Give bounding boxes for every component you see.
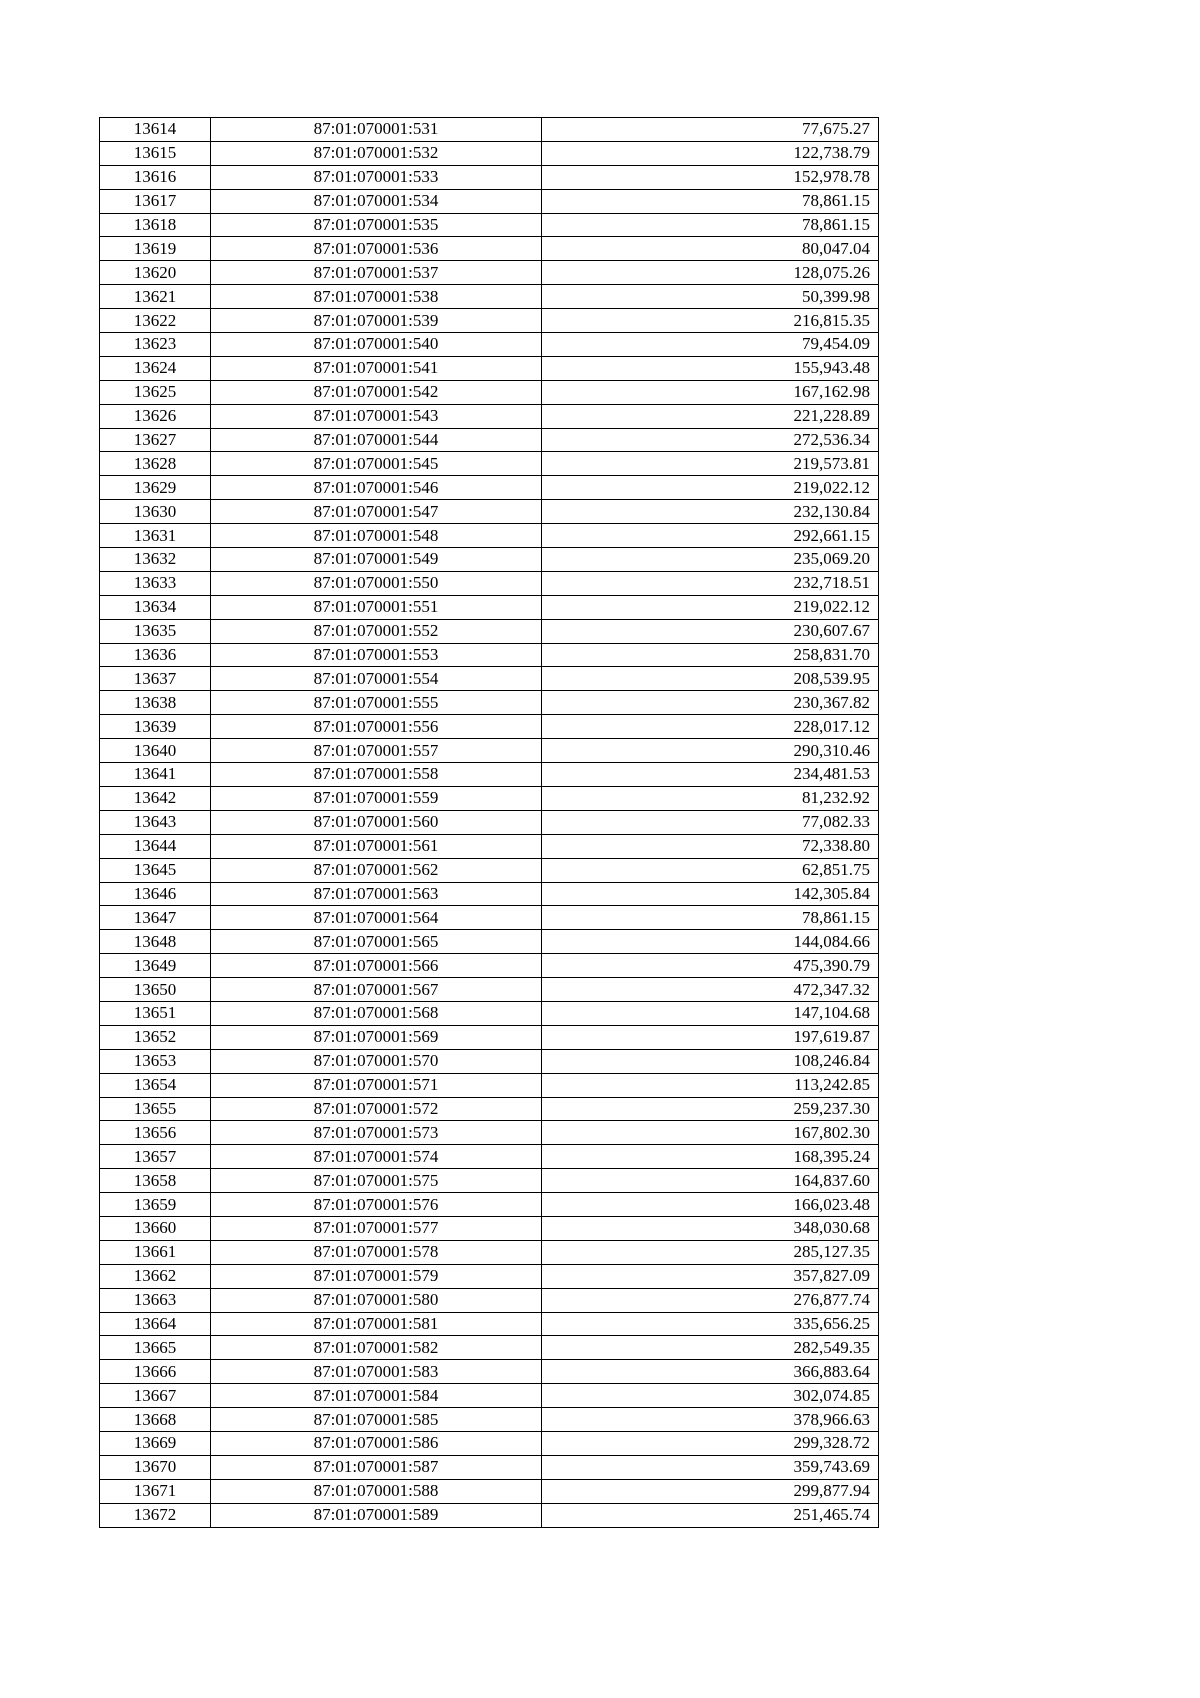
- table-row: [100, 1336, 879, 1360]
- value-cell: 78,861.15: [542, 213, 879, 237]
- value-cell: 152,978.78: [542, 165, 879, 189]
- row-number-cell: 13655: [100, 1097, 211, 1121]
- cadastral-number-cell: 87:01:070001:540: [211, 333, 542, 357]
- value-cell: 167,162.98: [542, 380, 879, 404]
- cadastral-number-cell: 87:01:070001:537: [211, 261, 542, 285]
- table-row: [100, 643, 879, 667]
- table-row: [100, 1264, 879, 1288]
- cadastral-number-cell: 87:01:070001:534: [211, 189, 542, 213]
- table-row: [100, 1121, 879, 1145]
- value-cell: 221,228.89: [542, 404, 879, 428]
- table-row: [100, 834, 879, 858]
- cadastral-number-cell: 87:01:070001:544: [211, 428, 542, 452]
- row-number-cell: 13616: [100, 165, 211, 189]
- row-number-cell: 13666: [100, 1360, 211, 1384]
- cadastral-number-cell: 87:01:070001:557: [211, 739, 542, 763]
- row-number-cell: 13662: [100, 1264, 211, 1288]
- value-cell: 357,827.09: [542, 1264, 879, 1288]
- cadastral-number-cell: 87:01:070001:578: [211, 1240, 542, 1264]
- cadastral-number-cell: 87:01:070001:533: [211, 165, 542, 189]
- row-number-cell: 13669: [100, 1431, 211, 1455]
- table-row: [100, 1240, 879, 1264]
- value-cell: 230,367.82: [542, 691, 879, 715]
- value-cell: 219,022.12: [542, 595, 879, 619]
- row-number-cell: 13614: [100, 118, 211, 142]
- table-row: [100, 1288, 879, 1312]
- table-row: [100, 571, 879, 595]
- table-row: [100, 1455, 879, 1479]
- cadastral-number-cell: 87:01:070001:587: [211, 1455, 542, 1479]
- cadastral-number-cell: 87:01:070001:569: [211, 1025, 542, 1049]
- cadastral-number-cell: 87:01:070001:541: [211, 356, 542, 380]
- cadastral-number-cell: 87:01:070001:559: [211, 786, 542, 810]
- table-row: [100, 930, 879, 954]
- row-number-cell: 13672: [100, 1503, 211, 1527]
- row-number-cell: 13652: [100, 1025, 211, 1049]
- cadastral-number-cell: 87:01:070001:556: [211, 715, 542, 739]
- table-row: [100, 356, 879, 380]
- cadastral-number-cell: 87:01:070001:539: [211, 309, 542, 333]
- table-row: [100, 1145, 879, 1169]
- cadastral-number-cell: 87:01:070001:575: [211, 1169, 542, 1193]
- cadastral-number-cell: 87:01:070001:570: [211, 1049, 542, 1073]
- value-cell: 113,242.85: [542, 1073, 879, 1097]
- cadastral-number-cell: 87:01:070001:550: [211, 571, 542, 595]
- cadastral-number-cell: 87:01:070001:562: [211, 858, 542, 882]
- table-row: [100, 285, 879, 309]
- value-cell: 235,069.20: [542, 548, 879, 572]
- row-number-cell: 13637: [100, 667, 211, 691]
- row-number-cell: 13646: [100, 882, 211, 906]
- table-row: [100, 906, 879, 930]
- row-number-cell: 13644: [100, 834, 211, 858]
- value-cell: 475,390.79: [542, 954, 879, 978]
- row-number-cell: 13629: [100, 476, 211, 500]
- row-number-cell: 13628: [100, 452, 211, 476]
- row-number-cell: 13663: [100, 1288, 211, 1312]
- cadastral-number-cell: 87:01:070001:573: [211, 1121, 542, 1145]
- value-cell: 299,328.72: [542, 1431, 879, 1455]
- value-cell: 228,017.12: [542, 715, 879, 739]
- row-number-cell: 13654: [100, 1073, 211, 1097]
- cadastral-number-cell: 87:01:070001:571: [211, 1073, 542, 1097]
- value-cell: 80,047.04: [542, 237, 879, 261]
- value-cell: 78,861.15: [542, 189, 879, 213]
- table-row: [100, 691, 879, 715]
- table-row: [100, 118, 879, 142]
- value-cell: 72,338.80: [542, 834, 879, 858]
- table-row: [100, 524, 879, 548]
- row-number-cell: 13643: [100, 810, 211, 834]
- value-cell: 81,232.92: [542, 786, 879, 810]
- table-row: [100, 1479, 879, 1503]
- table-row: [100, 882, 879, 906]
- table-row: [100, 1073, 879, 1097]
- cadastral-number-cell: 87:01:070001:558: [211, 763, 542, 787]
- cadastral-number-cell: 87:01:070001:532: [211, 141, 542, 165]
- row-number-cell: 13623: [100, 333, 211, 357]
- value-cell: 50,399.98: [542, 285, 879, 309]
- value-cell: 272,536.34: [542, 428, 879, 452]
- row-number-cell: 13667: [100, 1384, 211, 1408]
- value-cell: 276,877.74: [542, 1288, 879, 1312]
- cadastral-number-cell: 87:01:070001:551: [211, 595, 542, 619]
- row-number-cell: 13660: [100, 1216, 211, 1240]
- cadastral-number-cell: 87:01:070001:546: [211, 476, 542, 500]
- cadastral-number-cell: 87:01:070001:589: [211, 1503, 542, 1527]
- cadastral-number-cell: 87:01:070001:576: [211, 1193, 542, 1217]
- value-cell: 232,130.84: [542, 500, 879, 524]
- row-number-cell: 13668: [100, 1408, 211, 1432]
- row-number-cell: 13671: [100, 1479, 211, 1503]
- table-row: [100, 1384, 879, 1408]
- row-number-cell: 13651: [100, 1001, 211, 1025]
- value-cell: 122,738.79: [542, 141, 879, 165]
- row-number-cell: 13656: [100, 1121, 211, 1145]
- cadastral-number-cell: 87:01:070001:548: [211, 524, 542, 548]
- value-cell: 128,075.26: [542, 261, 879, 285]
- row-number-cell: 13618: [100, 213, 211, 237]
- cadastral-number-cell: 87:01:070001:553: [211, 643, 542, 667]
- table-row: [100, 333, 879, 357]
- table-row: [100, 165, 879, 189]
- value-cell: 282,549.35: [542, 1336, 879, 1360]
- table-row: [100, 141, 879, 165]
- table-row: [100, 595, 879, 619]
- cadastral-number-cell: 87:01:070001:560: [211, 810, 542, 834]
- cadastral-number-cell: 87:01:070001:552: [211, 619, 542, 643]
- table-body: [100, 118, 879, 1528]
- value-cell: 230,607.67: [542, 619, 879, 643]
- table-row: [100, 978, 879, 1002]
- cadastral-number-cell: 87:01:070001:538: [211, 285, 542, 309]
- value-cell: 232,718.51: [542, 571, 879, 595]
- row-number-cell: 13641: [100, 763, 211, 787]
- table-row: [100, 1001, 879, 1025]
- row-number-cell: 13661: [100, 1240, 211, 1264]
- table-row: [100, 1431, 879, 1455]
- value-cell: 292,661.15: [542, 524, 879, 548]
- cadastral-number-cell: 87:01:070001:567: [211, 978, 542, 1002]
- cadastral-number-cell: 87:01:070001:545: [211, 452, 542, 476]
- cadastral-number-cell: 87:01:070001:566: [211, 954, 542, 978]
- table-row: [100, 1097, 879, 1121]
- row-number-cell: 13664: [100, 1312, 211, 1336]
- value-cell: 62,851.75: [542, 858, 879, 882]
- value-cell: 108,246.84: [542, 1049, 879, 1073]
- cadastral-number-cell: 87:01:070001:547: [211, 500, 542, 524]
- cadastral-number-cell: 87:01:070001:565: [211, 930, 542, 954]
- table-row: [100, 452, 879, 476]
- row-number-cell: 13658: [100, 1169, 211, 1193]
- value-cell: 472,347.32: [542, 978, 879, 1002]
- cadastral-number-cell: 87:01:070001:572: [211, 1097, 542, 1121]
- value-cell: 348,030.68: [542, 1216, 879, 1240]
- table-row: [100, 763, 879, 787]
- value-cell: 234,481.53: [542, 763, 879, 787]
- row-number-cell: 13647: [100, 906, 211, 930]
- row-number-cell: 13653: [100, 1049, 211, 1073]
- table-row: [100, 213, 879, 237]
- table-row: [100, 261, 879, 285]
- table-row: [100, 476, 879, 500]
- cadastral-number-cell: 87:01:070001:583: [211, 1360, 542, 1384]
- row-number-cell: 13645: [100, 858, 211, 882]
- row-number-cell: 13639: [100, 715, 211, 739]
- cadastral-number-cell: 87:01:070001:579: [211, 1264, 542, 1288]
- cadastral-number-cell: 87:01:070001:582: [211, 1336, 542, 1360]
- value-cell: 77,082.33: [542, 810, 879, 834]
- row-number-cell: 13627: [100, 428, 211, 452]
- row-number-cell: 13625: [100, 380, 211, 404]
- value-cell: 168,395.24: [542, 1145, 879, 1169]
- data-table: [99, 117, 879, 1528]
- table-row: [100, 715, 879, 739]
- cadastral-number-cell: 87:01:070001:581: [211, 1312, 542, 1336]
- table-row: [100, 858, 879, 882]
- table-row: [100, 739, 879, 763]
- table-row: [100, 954, 879, 978]
- cadastral-number-cell: 87:01:070001:555: [211, 691, 542, 715]
- table-row: [100, 667, 879, 691]
- value-cell: 147,104.68: [542, 1001, 879, 1025]
- row-number-cell: 13632: [100, 548, 211, 572]
- table-row: [100, 786, 879, 810]
- value-cell: 79,454.09: [542, 333, 879, 357]
- value-cell: 366,883.64: [542, 1360, 879, 1384]
- cadastral-number-cell: 87:01:070001:535: [211, 213, 542, 237]
- table-row: [100, 619, 879, 643]
- cadastral-number-cell: 87:01:070001:561: [211, 834, 542, 858]
- cadastral-number-cell: 87:01:070001:543: [211, 404, 542, 428]
- table-row: [100, 1049, 879, 1073]
- cadastral-number-cell: 87:01:070001:584: [211, 1384, 542, 1408]
- value-cell: 164,837.60: [542, 1169, 879, 1193]
- cadastral-number-cell: 87:01:070001:549: [211, 548, 542, 572]
- cadastral-number-cell: 87:01:070001:536: [211, 237, 542, 261]
- table-row: [100, 500, 879, 524]
- cadastral-number-cell: 87:01:070001:554: [211, 667, 542, 691]
- row-number-cell: 13635: [100, 619, 211, 643]
- row-number-cell: 13630: [100, 500, 211, 524]
- row-number-cell: 13659: [100, 1193, 211, 1217]
- table-row: [100, 237, 879, 261]
- cadastral-number-cell: 87:01:070001:586: [211, 1431, 542, 1455]
- value-cell: 359,743.69: [542, 1455, 879, 1479]
- value-cell: 378,966.63: [542, 1408, 879, 1432]
- row-number-cell: 13638: [100, 691, 211, 715]
- table-row: [100, 1360, 879, 1384]
- row-number-cell: 13621: [100, 285, 211, 309]
- table-row: [100, 404, 879, 428]
- row-number-cell: 13631: [100, 524, 211, 548]
- row-number-cell: 13649: [100, 954, 211, 978]
- table-row: [100, 1408, 879, 1432]
- table-row: [100, 1216, 879, 1240]
- value-cell: 299,877.94: [542, 1479, 879, 1503]
- row-number-cell: 13650: [100, 978, 211, 1002]
- value-cell: 285,127.35: [542, 1240, 879, 1264]
- table-row: [100, 1503, 879, 1527]
- row-number-cell: 13640: [100, 739, 211, 763]
- table-row: [100, 309, 879, 333]
- row-number-cell: 13620: [100, 261, 211, 285]
- row-number-cell: 13648: [100, 930, 211, 954]
- cadastral-number-cell: 87:01:070001:580: [211, 1288, 542, 1312]
- row-number-cell: 13619: [100, 237, 211, 261]
- cadastral-number-cell: 87:01:070001:563: [211, 882, 542, 906]
- cadastral-number-cell: 87:01:070001:542: [211, 380, 542, 404]
- table-row: [100, 380, 879, 404]
- value-cell: 208,539.95: [542, 667, 879, 691]
- cadastral-number-cell: 87:01:070001:574: [211, 1145, 542, 1169]
- cadastral-number-cell: 87:01:070001:585: [211, 1408, 542, 1432]
- value-cell: 142,305.84: [542, 882, 879, 906]
- value-cell: 335,656.25: [542, 1312, 879, 1336]
- row-number-cell: 13622: [100, 309, 211, 333]
- value-cell: 167,802.30: [542, 1121, 879, 1145]
- row-number-cell: 13665: [100, 1336, 211, 1360]
- value-cell: 197,619.87: [542, 1025, 879, 1049]
- cadastral-number-cell: 87:01:070001:564: [211, 906, 542, 930]
- table-row: [100, 428, 879, 452]
- value-cell: 290,310.46: [542, 739, 879, 763]
- row-number-cell: 13617: [100, 189, 211, 213]
- value-cell: 258,831.70: [542, 643, 879, 667]
- value-cell: 155,943.48: [542, 356, 879, 380]
- table-row: [100, 810, 879, 834]
- row-number-cell: 13615: [100, 141, 211, 165]
- table-row: [100, 1193, 879, 1217]
- value-cell: 302,074.85: [542, 1384, 879, 1408]
- table-row: [100, 1025, 879, 1049]
- row-number-cell: 13670: [100, 1455, 211, 1479]
- value-cell: 259,237.30: [542, 1097, 879, 1121]
- row-number-cell: 13636: [100, 643, 211, 667]
- value-cell: 251,465.74: [542, 1503, 879, 1527]
- value-cell: 216,815.35: [542, 309, 879, 333]
- value-cell: 219,022.12: [542, 476, 879, 500]
- table-row: [100, 548, 879, 572]
- cadastral-number-cell: 87:01:070001:588: [211, 1479, 542, 1503]
- row-number-cell: 13626: [100, 404, 211, 428]
- value-cell: 219,573.81: [542, 452, 879, 476]
- value-cell: 144,084.66: [542, 930, 879, 954]
- row-number-cell: 13624: [100, 356, 211, 380]
- row-number-cell: 13642: [100, 786, 211, 810]
- table-row: [100, 1312, 879, 1336]
- row-number-cell: 13657: [100, 1145, 211, 1169]
- value-cell: 78,861.15: [542, 906, 879, 930]
- value-cell: 166,023.48: [542, 1193, 879, 1217]
- table-row: [100, 1169, 879, 1193]
- cadastral-number-cell: 87:01:070001:577: [211, 1216, 542, 1240]
- row-number-cell: 13634: [100, 595, 211, 619]
- value-cell: 77,675.27: [542, 118, 879, 142]
- row-number-cell: 13633: [100, 571, 211, 595]
- cadastral-number-cell: 87:01:070001:568: [211, 1001, 542, 1025]
- cadastral-number-cell: 87:01:070001:531: [211, 118, 542, 142]
- table-row: [100, 189, 879, 213]
